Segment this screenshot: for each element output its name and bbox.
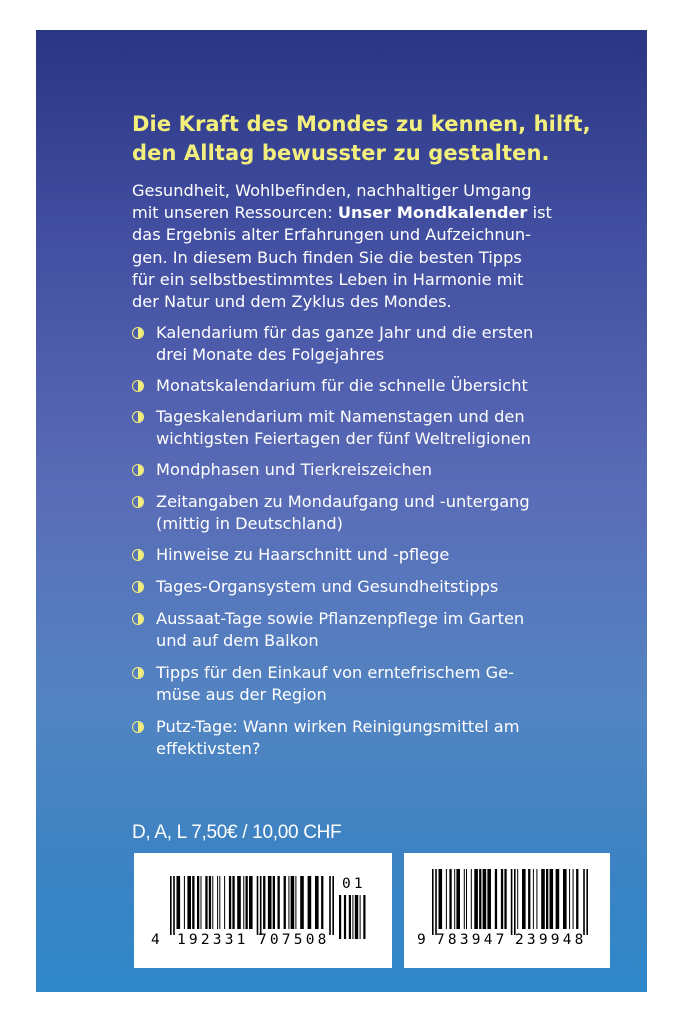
- feature-line-1: Aussaat-Tage sowie Pflanzenpflege im Garten: [156, 609, 525, 628]
- barcode-bar: [224, 876, 225, 929]
- barcode-bar: [205, 876, 207, 929]
- barcode-bar: [583, 869, 585, 935]
- feature-line-1: Tages-Organsystem und Gesundheitstipps: [156, 577, 499, 596]
- feature-line-2: effektivsten?: [156, 739, 261, 758]
- intro-line-2-post: ist: [527, 203, 552, 223]
- barcode-right-group-2: 239948: [515, 932, 587, 948]
- feature-line-2: (mittig in Deutschland): [156, 514, 343, 533]
- half-moon-icon: [132, 464, 144, 476]
- barcode-left-group-1: 192331: [177, 932, 249, 948]
- barcode-bar: [454, 869, 455, 929]
- barcode-bar: [504, 869, 506, 929]
- barcode-bar: [212, 876, 213, 929]
- barcode-bar: [435, 869, 437, 935]
- half-moon-icon: [132, 327, 144, 339]
- barcode-bar: [456, 869, 460, 929]
- barcode-bar: [556, 869, 560, 929]
- barcode-right-bars: [404, 853, 610, 968]
- feature-item: [132, 576, 498, 598]
- feature-line-2: und auf dem Balkon: [156, 631, 319, 650]
- feature-item: [132, 544, 449, 566]
- half-moon-icon: [132, 581, 144, 593]
- barcode-bar: [479, 869, 481, 929]
- barcode-bar: [432, 869, 434, 935]
- barcode-bar: [173, 876, 175, 935]
- barcode-bar: [284, 876, 286, 929]
- headline-line-2: den Alltag bewusster zu gestalten.: [132, 141, 550, 165]
- barcode-bar: [569, 869, 570, 929]
- barcode-bar: [249, 876, 253, 929]
- barcode-bar: [321, 876, 323, 929]
- barcode-bar: [522, 869, 526, 929]
- feature-item: [132, 716, 520, 760]
- barcode-bar: [192, 876, 194, 929]
- barcode-bar: [170, 876, 172, 935]
- barcode-bar: [257, 876, 259, 935]
- feature-item: [132, 322, 533, 366]
- barcode-addon-bar: [363, 895, 365, 939]
- book-title-inline: Unser Mondkalender: [337, 203, 528, 223]
- barcode-bar: [197, 876, 199, 929]
- headline: [132, 110, 612, 168]
- intro-line-6: der Natur und dem Zyklus des Mondes.: [132, 292, 452, 312]
- barcode-bar: [495, 869, 497, 929]
- barcode-bar: [576, 869, 578, 929]
- barcode-bar: [483, 869, 487, 929]
- barcode-bar: [466, 869, 467, 929]
- barcode-bar: [187, 876, 191, 929]
- half-moon-icon: [132, 613, 144, 625]
- barcode-bar: [260, 876, 262, 935]
- feature-item: [132, 608, 524, 652]
- barcode-bar: [246, 876, 248, 929]
- half-moon-icon: [132, 380, 144, 392]
- barcode-addon-bar: [349, 895, 351, 939]
- barcode-bar: [268, 876, 272, 929]
- periodical-barcode: [134, 853, 392, 968]
- barcode-bar: [243, 876, 244, 929]
- isbn-barcode: [404, 853, 610, 968]
- barcode-bar: [291, 876, 295, 929]
- barcode-bar: [528, 869, 530, 929]
- barcode-bar: [273, 876, 275, 929]
- intro-line-2: [132, 202, 612, 224]
- barcode-bar: [550, 869, 554, 929]
- intro-line-1: Gesundheit, Wohlbefinden, nachhaltiger Umgang: [132, 181, 532, 200]
- barcode-bar: [219, 876, 220, 929]
- barcode-bar: [586, 869, 588, 935]
- feature-item: [132, 491, 530, 535]
- half-moon-icon: [132, 721, 144, 733]
- barcode-bar: [217, 876, 218, 929]
- barcode-bar: [209, 876, 211, 929]
- barcode-bar: [501, 869, 503, 929]
- barcode-bar: [300, 876, 304, 929]
- barcode-bar: [329, 876, 331, 935]
- barcode-bar: [315, 876, 319, 929]
- intro-line-5: für ein selbstbestimmtes Leben in Harmonie mit: [132, 269, 524, 289]
- barcode-bar: [278, 876, 280, 929]
- feature-line-2: müse aus der Region: [156, 685, 327, 704]
- barcode-bar: [573, 869, 574, 929]
- book-back-cover: [36, 30, 647, 992]
- feature-line-1: Putz-Tage: Wann wirken Reinigungsmittel am: [156, 717, 520, 736]
- barcode-bar: [464, 869, 465, 929]
- barcode-bar: [295, 876, 296, 929]
- feature-line-1: Zeitangaben zu Mondaufgang und -untergang: [156, 492, 530, 511]
- barcode-bar: [177, 876, 181, 929]
- barcode-left-bars: [134, 853, 392, 968]
- feature-item: [132, 662, 514, 706]
- barcode-bar: [511, 869, 513, 935]
- barcode-bar: [487, 869, 491, 929]
- feature-item: [132, 406, 531, 450]
- barcode-bar: [563, 869, 567, 929]
- barcode-bar: [533, 869, 534, 929]
- half-moon-icon: [132, 667, 144, 679]
- barcode-addon-bar: [344, 895, 346, 939]
- intro-line-2-pre: mit unseren Ressourcen:: [132, 203, 338, 223]
- barcode-right-group-1: 783947: [436, 932, 508, 948]
- feature-line-2: drei Monate des Folgejahres: [156, 345, 385, 364]
- barcode-bar: [449, 869, 451, 929]
- feature-line-2: wichtigsten Feiertagen der fünf Weltreligionen: [156, 429, 531, 448]
- barcode-addon-bar: [355, 895, 358, 939]
- barcode-bar: [536, 869, 537, 929]
- feature-line-1: Tipps für den Einkauf von erntefrischem Ge-: [156, 663, 514, 682]
- barcode-left-addon-digits: 01: [342, 876, 366, 892]
- barcode-bar: [474, 869, 478, 929]
- barcode-addon-bar: [352, 895, 353, 939]
- intro-line-4: gen. In diesem Buch finden Sie die besten Tipps: [132, 247, 522, 267]
- barcode-bar: [229, 876, 231, 929]
- barcode-left-prefix: 4: [151, 932, 163, 948]
- barcode-bar: [514, 869, 516, 935]
- half-moon-icon: [132, 496, 144, 508]
- feature-item: [132, 375, 528, 397]
- barcode-bar: [232, 876, 234, 929]
- half-moon-icon: [132, 549, 144, 561]
- barcode-bar: [288, 876, 289, 929]
- barcode-bar: [332, 876, 334, 935]
- barcode-bar: [541, 869, 545, 929]
- feature-item: [132, 459, 432, 481]
- barcode-left-group-2: 707508: [258, 932, 330, 948]
- barcode-addon-bar: [360, 895, 361, 939]
- barcode-bar: [237, 876, 241, 929]
- barcode-bar: [263, 876, 265, 929]
- barcode-bar: [439, 869, 443, 929]
- feature-line-1: Tageskalendarium mit Namenstagen und den: [156, 407, 525, 426]
- headline-line-1: Die Kraft des Mondes zu kennen, hilft,: [132, 112, 591, 136]
- barcode-bar: [471, 869, 472, 929]
- feature-line-1: Monatskalendarium für die schnelle Übersicht: [156, 376, 528, 395]
- barcode-bar: [446, 869, 447, 929]
- feature-line-1: Mondphasen und Tierkreiszeichen: [156, 460, 432, 479]
- feature-line-1: Kalendarium für das ganze Jahr und die ersten: [156, 323, 534, 342]
- barcode-bar: [184, 876, 185, 929]
- barcode-bar: [517, 869, 518, 929]
- barcode-right-prefix: 9: [417, 932, 429, 948]
- half-moon-icon: [132, 411, 144, 423]
- intro-paragraph: [132, 180, 612, 313]
- barcode-bar: [546, 869, 548, 929]
- price-label: D, A, L 7,50€ / 10,00 CHF: [132, 822, 342, 843]
- barcode-bar: [201, 876, 202, 929]
- feature-line-1: Hinweise zu Haarschnitt und -pflege: [156, 545, 450, 564]
- barcode-bar: [308, 876, 312, 929]
- intro-line-3: das Ergebnis alter Erfahrungen und Aufzeichnun-: [132, 225, 532, 245]
- barcode-addon-bar: [339, 895, 341, 939]
